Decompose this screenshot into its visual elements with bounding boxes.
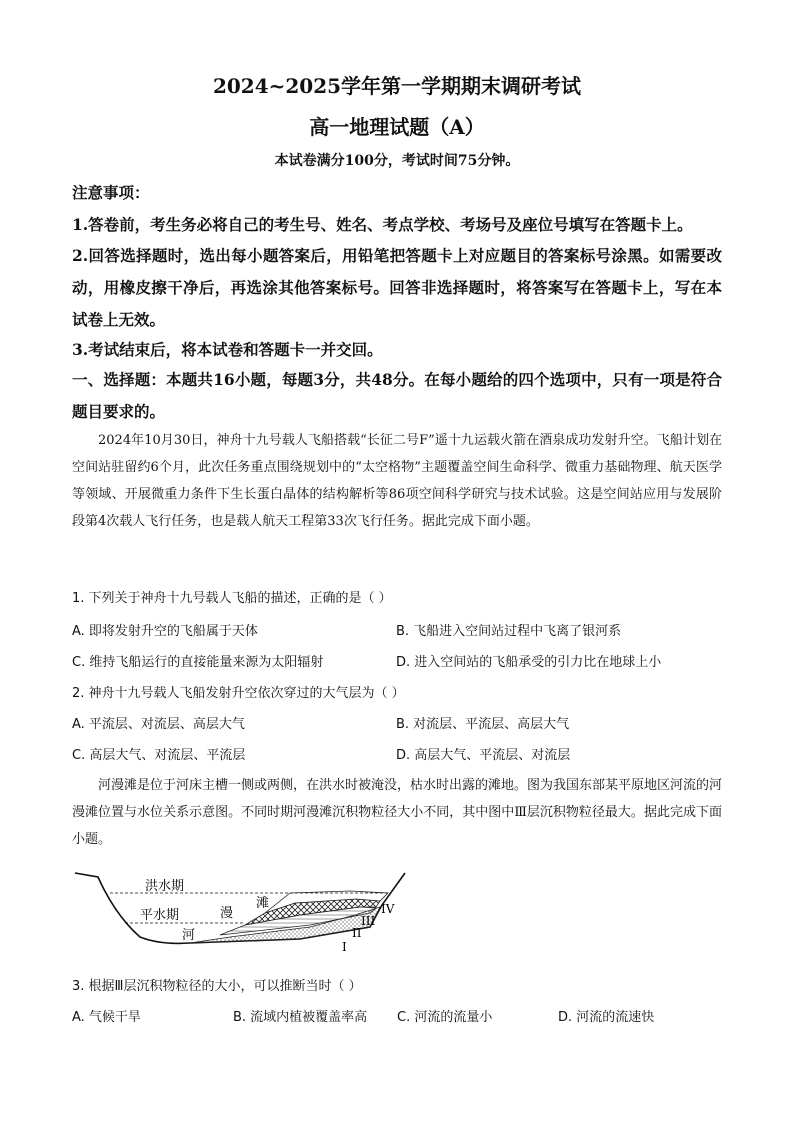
question-3-stem: 3. 根据Ⅲ层沉积物粒径的大小，可以推断当时（ ） [72,979,362,994]
flood-period-label: 洪水期 [145,879,185,894]
question-1-option-c[interactable]: C. 维持飞船运行的直接能量来源为太阳辐射 [72,655,324,670]
exam-info: 本试卷满分100分，考试时间75分钟。 [274,153,520,169]
question-1-option-d[interactable]: D. 进入空间站的飞船承受的引力比在地球上小 [396,655,662,670]
passage-1: 2024年10月30日，神舟十九号载人飞船搭载“长征二号F”遥十九运载火箭在酒泉成功发射升空。飞船计划在空间站驻留约6个月，此次任务重点围绕规划中的“太空格物”主题覆盖空间生命科学、微重力基础物理、航天医学等领域、开展微重力条件下生长蛋白晶体的结构解析等86项空间科学研究与技术试验。这是空间站应用与发展阶段第4次载人飞行任务，也是载人航天工程第33次飞行任务。据此完成下面小题。 [72,433,722,529]
question-2-option-c[interactable]: C. 高层大气、对流层、平流层 [72,748,246,763]
floodplain-diagram [70,865,415,960]
layer-label-I: I [342,940,347,954]
question-2-stem: 2. 神舟十九号载人飞船发射升空依次穿过的大气层为（ ） [72,686,405,701]
question-3-option-b[interactable]: B. 流域内植被覆盖率高 [233,1010,368,1025]
layer-label-IV: IV [381,902,395,916]
passage-2: 河漫滩是位于河床主槽一侧或两侧，在洪水时被淹没，枯水时出露的滩地。图为我国东部某平原地区河流的河漫滩位置与水位关系示意图。不同时期河漫滩沉积物粒径大小不同，其中图中Ⅲ层沉积物粒径最大。据此完成下面小题。 [72,778,723,847]
floodplain-char-man: 漫 [220,906,234,921]
question-1-stem: 1. 下列关于神舟十九号载人飞船的描述，正确的是（ ） [72,591,392,606]
question-2-option-a[interactable]: A. 平流层、对流层、高层大气 [72,717,245,732]
layer-label-III: III [361,914,376,928]
river-char-he: 河 [182,928,196,943]
question-2-option-b[interactable]: B. 对流层、平流层、高层大气 [396,717,570,732]
question-3-option-d[interactable]: D. 河流的流速快 [558,1010,655,1025]
section-1-heading: 一、选择题：本题共16小题，每题3分，共48分。在每小题给的四个选项中，只有一项是符合题目要求的。 [72,370,722,421]
question-1-option-b[interactable]: B. 飞船进入空间站过程中飞离了银河系 [396,624,622,639]
question-1-option-a[interactable]: A. 即将发射升空的飞船属于天体 [72,624,258,639]
floodplain-char-tan: 滩 [256,896,270,911]
notice-item-1: 1.答卷前，考生务必将自己的考生号、姓名、考点学校、考场号及座位号填写在答题卡上。 [72,215,693,234]
notice-heading: 注意事项： [72,183,150,202]
notice-item-2: 2.回答选择题时，选出每小题答案后，用铅笔把答题卡上对应题目的答案标号涂黑。如需要改动，用橡皮擦干净后，再选涂其他答案标号。回答非选择题时，将答案写在答题卡上，写在本试卷上无效。 [72,246,722,329]
notice-item-3: 3.考试结束后，将本试卷和答题卡一并交回。 [72,340,383,359]
question-3-option-a[interactable]: A. 气候干旱 [72,1010,141,1025]
normal-period-label: 平水期 [140,908,180,923]
layer-label-II: II [352,926,362,940]
question-3-option-c[interactable]: C. 河流的流量小 [397,1010,493,1025]
question-2-option-d[interactable]: D. 高层大气、平流层、对流层 [396,748,571,763]
exam-title: 2024~2025学年第一学期期末调研考试 [212,74,582,98]
exam-subtitle: 高一地理试题（A） [309,115,485,139]
